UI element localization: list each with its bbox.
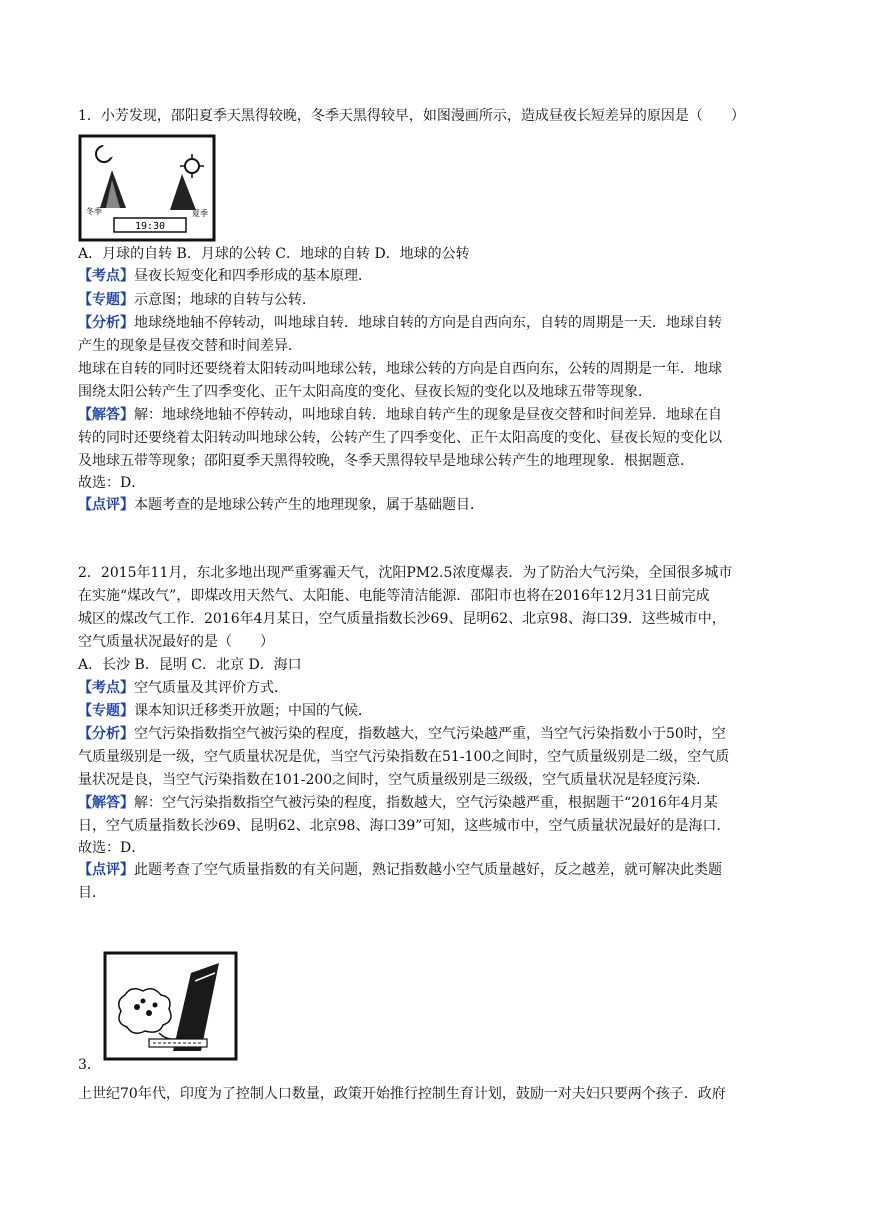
q1-fenxi-line4: 围绕太阳公转产生了四季变化、正午太阳高度的变化、昼夜长短的变化以及地球五带等现象．: [78, 384, 652, 400]
q1-zhuanti: [78, 290, 316, 310]
q2-stem-line2: 在实施“煤改气”，即煤改用天然气、太阳能、电能等清洁能源．邵阳市也将在2016年12月31日前完成: [78, 588, 710, 604]
jieda-text: 解：空气污染指数指空气被污染的程度，指数越大，空气污染越严重，根据题干“2016年4月某: [134, 795, 718, 811]
q1-jieda: [78, 405, 722, 425]
fenxi-text: 空气污染指数指空气被污染的程度，指数越大，空气污染越严重，当空气污染指数小于50时，空: [134, 726, 726, 742]
q1-cartoon-figure: [78, 128, 218, 243]
q1-jieda-line3: 及地球五带等现象；邵阳夏季天黑得较晚，冬季天黑得较早是地球公转产生的地理现象．根据题意．: [78, 453, 694, 469]
q2-fenxi-line2: 气质量级别是一级，空气质量状况是优，当空气污染指数在51-100之间时，空气质量级别是二级，空气质: [78, 749, 730, 765]
kaodian-text: 昼夜长短变化和四季形成的基本原理．: [134, 268, 372, 284]
q1-jieda-line2: 转的同时还要绕着太阳转动叫地球公转，公转产生了四季变化、正午太阳高度的变化、昼夜长短的变化以: [78, 430, 722, 446]
q2-kaodian: [78, 678, 288, 698]
kaodian-tag: 【考点】: [78, 268, 134, 284]
q2-dianping-line2: 目．: [78, 885, 106, 901]
q3-cartoon-figure: [103, 951, 238, 1061]
jieda-tag: 【解答】: [78, 795, 134, 811]
q2-fenxi-line3: 量状况是良，当空气污染指数在101-200之间时，空气质量级别是三级级，空气质量状况是轻度污染．: [78, 772, 711, 788]
q2-stem-line1: 2．2015年11月，东北多地出现严重雾霾天气，沈阳PM2.5浓度爆表．为了防治大气污染，全国很多城市: [78, 565, 733, 581]
q2-options: A．长沙 B．昆明 C．北京 D．海口: [78, 657, 302, 673]
fenxi-text: 地球绕地轴不停转动，叫地球自转．地球自转的方向是自西向东，自转的周期是一天．地球自转: [134, 315, 722, 331]
summer-label: 夏季: [192, 209, 208, 218]
q2-stem-line4: 空气质量状况最好的是（ ）: [78, 634, 274, 650]
zhuanti-text: 示意图；地球的自转与公转．: [134, 292, 316, 308]
zhuanti-tag: 【专题】: [78, 703, 134, 719]
q2-answer: 故选：D．: [78, 840, 146, 856]
jieda-text: 解：地球绕地轴不停转动，叫地球自转．地球自转产生的现象是昼夜交替和时间差异．地球在自: [134, 407, 722, 423]
kaodian-text: 空气质量及其评价方式．: [134, 680, 288, 696]
dianping-text: 此题考查了空气质量指数的有关问题，熟记指数越小空气质量越好，反之越差，就可解决此类题: [134, 862, 722, 878]
q2-stem-line3: 城区的煤改气工作．2016年4月某日，空气质量指数长沙69、昆明62、北京98、海口39．这些城市中，: [78, 611, 726, 627]
q2-dianping: [78, 860, 722, 880]
q1-stem: 1．小芳发现，邵阳夏季天黑得较晚，冬季天黑得较早，如图漫画所示，造成昼夜长短差异的原因是（ ）: [78, 108, 745, 124]
q1-dianping: [78, 495, 484, 515]
dianping-tag: 【点评】: [78, 497, 134, 513]
q3-number: 3．: [78, 1057, 101, 1073]
q1-fenxi-line2: 产生的现象是昼夜交替和时间差异．: [78, 338, 302, 354]
fenxi-tag: 【分析】: [78, 726, 134, 742]
zhuanti-tag: 【专题】: [78, 292, 134, 308]
q3-stem-line1: 上世纪70年代，印度为了控制人口数量，政策开始推行控制生育计划，鼓励一对夫妇只要两个孩子．政府: [78, 1086, 726, 1102]
q2-jieda-line2: 日，空气质量指数长沙69、昆明62、北京98、海口39”可知，这些城市中，空气质量状况最好的是海口．: [78, 818, 731, 834]
q2-zhuanti: [78, 701, 372, 721]
q1-fenxi: [78, 313, 722, 333]
jieda-tag: 【解答】: [78, 407, 134, 423]
q1-answer: 故选：D．: [78, 475, 146, 491]
winter-label: 冬季: [86, 207, 102, 216]
q2-fenxi: [78, 724, 726, 744]
dianping-tag: 【点评】: [78, 862, 134, 878]
q2-jieda: [78, 793, 718, 813]
zhuanti-text: 课本知识迁移类开放题；中国的气候．: [134, 703, 372, 719]
q1-kaodian: [78, 266, 372, 286]
fenxi-tag: 【分析】: [78, 315, 134, 331]
clock-display: 19:30: [134, 221, 166, 232]
dianping-text: 本题考查的是地球公转产生的地理现象，属于基础题目．: [134, 497, 484, 513]
q1-fenxi-line3: 地球在自转的同时还要绕着太阳转动叫地球公转，地球公转的方向是自西向东，公转的周期是一年．地球: [78, 361, 722, 377]
q1-options: A．月球的自转 B．月球的公转 C．地球的自转 D．地球的公转: [78, 246, 470, 262]
kaodian-tag: 【考点】: [78, 680, 134, 696]
